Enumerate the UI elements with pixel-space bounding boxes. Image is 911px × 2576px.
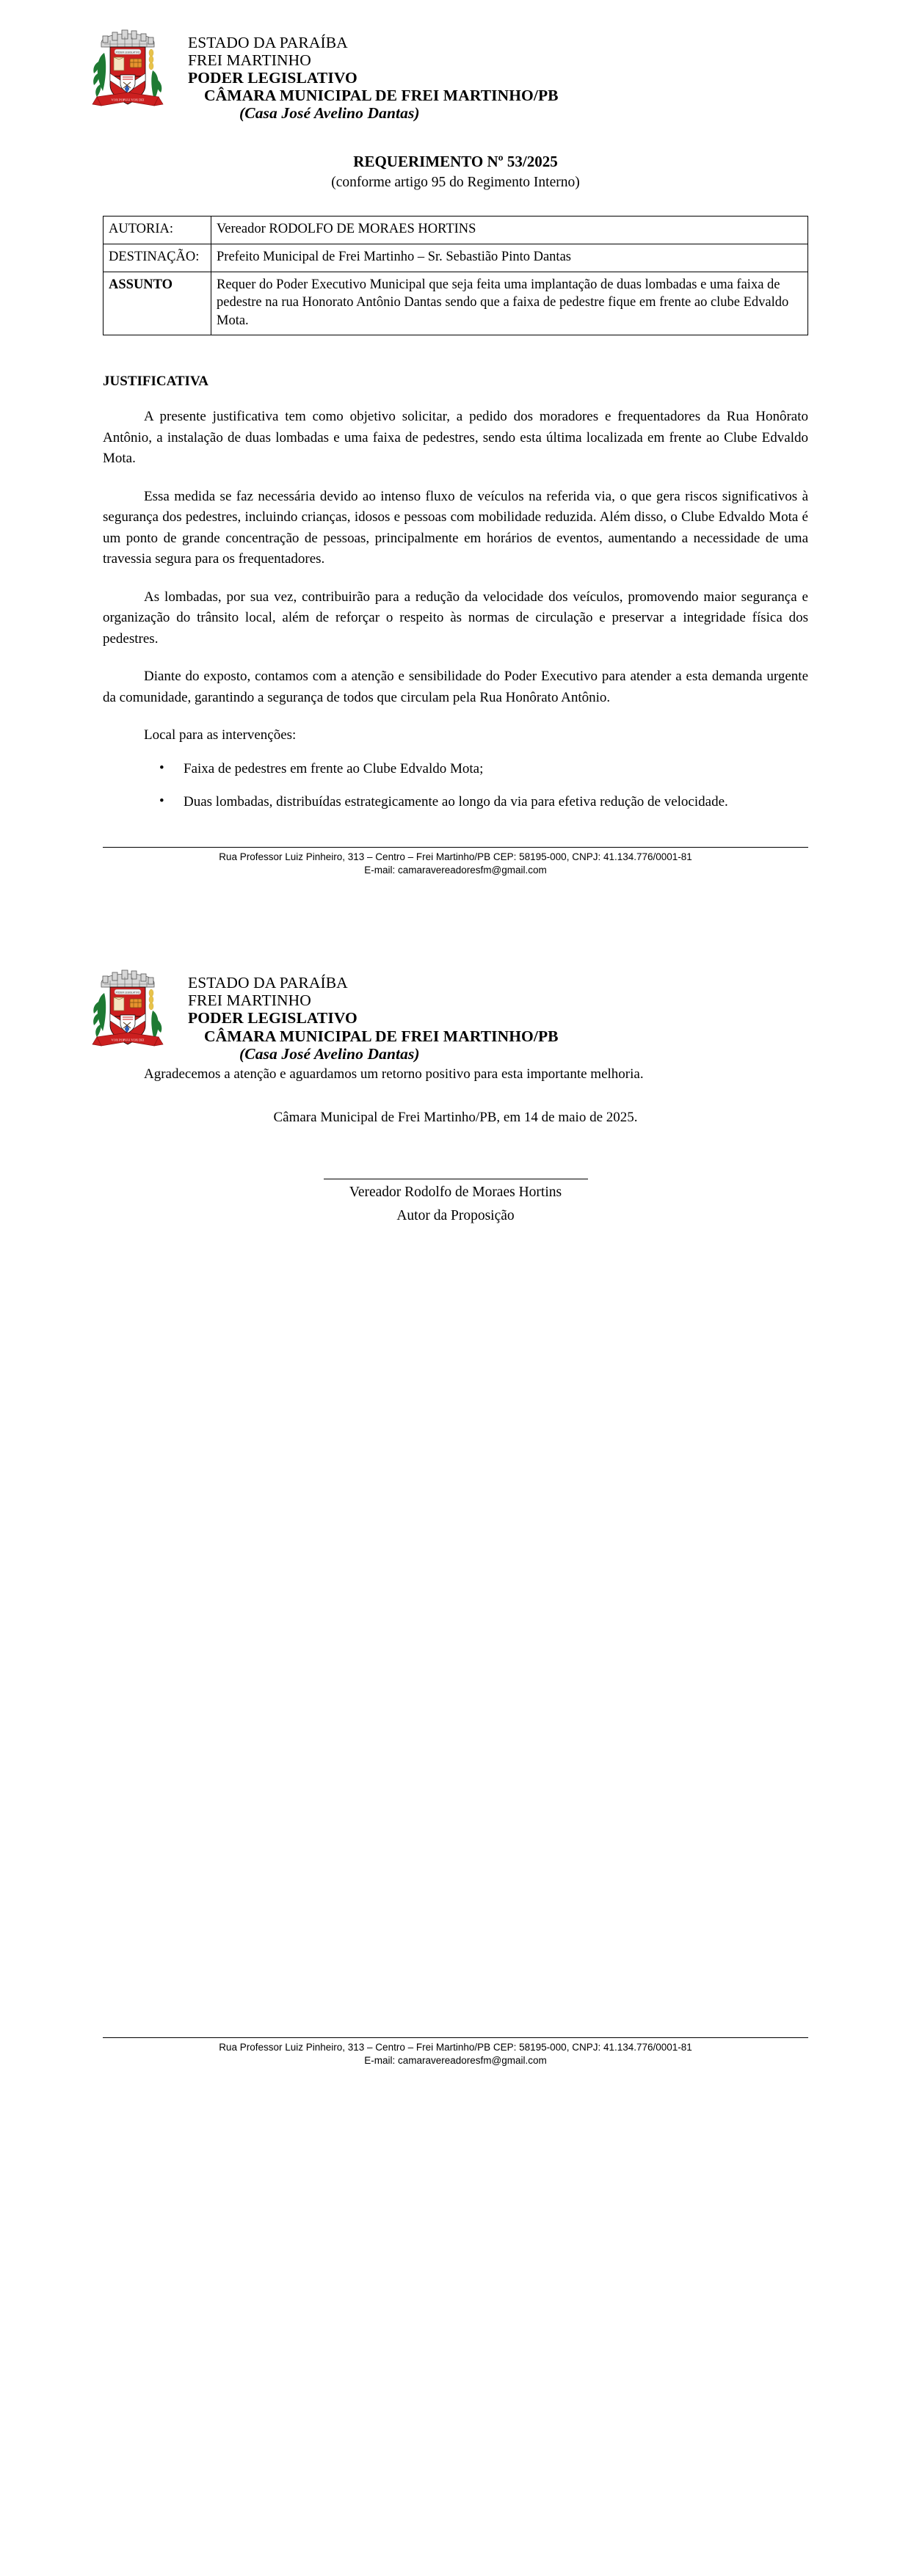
signature-role: Autor da Proposição: [396, 1207, 515, 1223]
footer-address: Rua Professor Luiz Pinheiro, 313 – Centro – Frei Martinho/PB CEP: 58195-000, CNPJ: 41.134.776/0001-81: [219, 851, 692, 862]
row-label-destinacao: DESTINAÇÃO:: [104, 244, 211, 272]
justification-paragraph: Diante do exposto, contamos com a atenção e sensibilidade do Poder Executivo para atender a esta demanda urgente da comunidade, garantindo a segurança de todos que circulam pela Rua Honôrato Antônio.: [103, 669, 808, 705]
letterhead-chamber: CÂMARA MUNICIPAL DE FREI MARTINHO/PB: [204, 87, 559, 105]
row-value-destinacao: Prefeito Municipal de Frei Martinho – Sr. Sebastião Pinto Dantas: [211, 244, 808, 272]
footer-divider: [103, 847, 808, 848]
intervention-list: [103, 759, 808, 813]
page-2-blank-area: [103, 1226, 808, 2004]
page-break: [0, 877, 911, 940]
svg-text:PODER LEGISLATIVO: PODER LEGISLATIVO: [115, 51, 140, 54]
letterhead-house-name: (Casa José Avelino Dantas): [239, 104, 420, 123]
svg-text:VOX POPULI VOX DEI: VOX POPULI VOX DEI: [111, 1038, 145, 1042]
letterhead-branch: PODER LEGISLATIVO: [188, 69, 357, 87]
justification-paragraph: Essa medida se faz necessária devido ao intenso fluxo de veículos na referida via, o que gera riscos significativos à segurança dos pedestres, incluindo crianças, idosos e pessoas com mobilidade reduzida. Além disso, o Clube Edvaldo Mota é um ponto de grande concentração de pessoas, principalmente em horários de eventos, aumentando a necessidade de uma travessia segura para os frequentadores.: [103, 488, 808, 567]
list-item: • Faixa de pedestres em frente ao Clube Edvaldo Mota;: [182, 759, 808, 780]
row-value-autoria: Vereador RODOLFO DE MORAES HORTINS: [211, 217, 808, 244]
justification-paragraph: A presente justificativa tem como objetivo solicitar, a pedido dos moradores e frequentadores da Rua Honôrato Antônio, a instalação de duas lombadas e uma faixa de pedestres, sendo esta última localizada em frente ao Clube Edvaldo Mota.: [103, 409, 808, 467]
footer-email: E-mail: camaravereadoresfm@gmail.com: [364, 2055, 547, 2067]
letterhead-text: [188, 956, 559, 1062]
table-row: [104, 217, 808, 244]
footer-email: E-mail: camaravereadoresfm@gmail.com: [364, 865, 547, 876]
list-item: • Duas lombadas, distribuídas estrategicamente ao longo da via para efetiva redução de velocidade.: [182, 792, 808, 813]
closing-thanks: Agradecemos a atenção e aguardamos um retorno positivo para esta importante melhoria.: [144, 1066, 644, 1082]
table-row: [104, 244, 808, 272]
signature-block: [103, 1179, 808, 1226]
coat-of-arms-icon: [88, 18, 167, 112]
row-label-autoria: AUTORIA:: [104, 217, 211, 244]
row-value-assunto: Requer do Poder Executivo Municipal que seja feita uma implantação de duas lombadas e uma faixa de pedestre na rua Honorato Antônio Dantas sendo que a faixa de pedestre fique em frente ao clube Edvaldo Mota.: [211, 272, 808, 335]
page-title: REQUERIMENTO Nº 53/2025: [353, 153, 558, 171]
letterhead-state: ESTADO DA PARAÍBA: [188, 34, 348, 51]
closing-date: Câmara Municipal de Frei Martinho/PB, em 14 de maio de 2025.: [273, 1110, 638, 1126]
list-intro: Local para as intervenções:: [144, 727, 297, 743]
svg-text:PODER LEGISLATIVO: PODER LEGISLATIVO: [115, 991, 140, 994]
letterhead-city: FREI MARTINHO: [188, 992, 311, 1010]
page-1: [0, 0, 911, 877]
page-footer-1: [103, 847, 808, 877]
page-footer-2: [103, 2037, 808, 2067]
coat-of-arms-icon: [88, 958, 167, 1052]
letterhead-branch: PODER LEGISLATIVO: [188, 1009, 357, 1027]
page-subtitle: (conforme artigo 95 do Regimento Interno): [331, 175, 580, 191]
info-table: [103, 216, 808, 335]
justification-paragraph: As lombadas, por sua vez, contribuirão para a redução da velocidade dos veículos, promovendo maior segurança e organização do trânsito local, além de reforçar o respeito às normas de circulação e preservar a integridade física dos pedestres.: [103, 589, 808, 647]
letterhead-state: ESTADO DA PARAÍBA: [188, 974, 348, 992]
table-row: [104, 272, 808, 335]
letterhead-house-name: (Casa José Avelino Dantas): [239, 1044, 420, 1063]
footer-address: Rua Professor Luiz Pinheiro, 313 – Centro – Frei Martinho/PB CEP: 58195-000, CNPJ: 41.134.776/0001-81: [219, 2041, 692, 2053]
page-2: [0, 940, 911, 2067]
row-label-assunto: ASSUNTO: [104, 272, 211, 335]
letterhead-chamber: CÂMARA MUNICIPAL DE FREI MARTINHO/PB: [204, 1027, 559, 1045]
letterhead: [103, 0, 808, 122]
signature-name: Vereador Rodolfo de Moraes Hortins: [349, 1185, 562, 1201]
letterhead: [103, 940, 808, 1062]
footer-divider: [103, 2037, 808, 2038]
letterhead-text: [188, 16, 559, 122]
letterhead-city: FREI MARTINHO: [188, 51, 311, 70]
section-heading-justificativa: JUSTIFICATIVA: [103, 374, 208, 390]
svg-text:VOX POPULI VOX DEI: VOX POPULI VOX DEI: [111, 98, 145, 102]
